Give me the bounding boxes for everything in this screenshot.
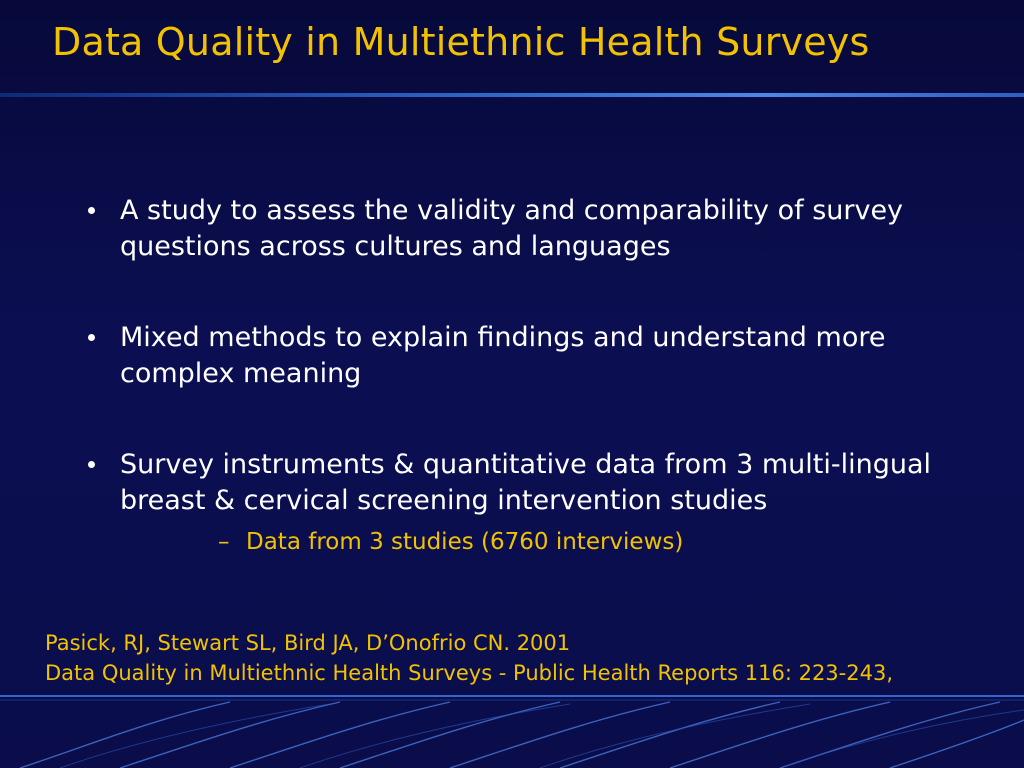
decorative-swoosh-lines [0,690,1024,768]
bullet-icon [88,461,95,468]
dash-icon: – [218,529,230,555]
bullet-item [88,320,998,392]
citation-source: Data Quality in Multiethnic Health Surveys - Public Health Reports 116: 223-243, [45,661,893,685]
bullet-item [88,193,998,265]
bullet-text: A study to assess the validity and comparability of survey questions across cultures and languages [120,195,904,262]
bullet-text: Survey instruments & quantitative data from 3 multi-lingual breast & cervical screening intervention studies [120,449,932,516]
bullet-item [88,447,998,557]
slide-title: Data Quality in Multiethnic Health Surveys [52,20,870,64]
citation-authors: Pasick, RJ, Stewart SL, Bird JA, D’Onofrio CN. 2001 [45,631,571,655]
bullet-list [88,193,998,557]
bullet-text: Mixed methods to explain findings and understand more complex meaning [120,322,886,389]
bullet-icon [88,207,95,214]
citation [45,628,893,688]
sub-bullet-item [218,527,998,557]
title-divider [0,93,1024,97]
sub-bullet-text: Data from 3 studies (6760 interviews) [246,529,684,555]
bullet-icon [88,334,95,341]
